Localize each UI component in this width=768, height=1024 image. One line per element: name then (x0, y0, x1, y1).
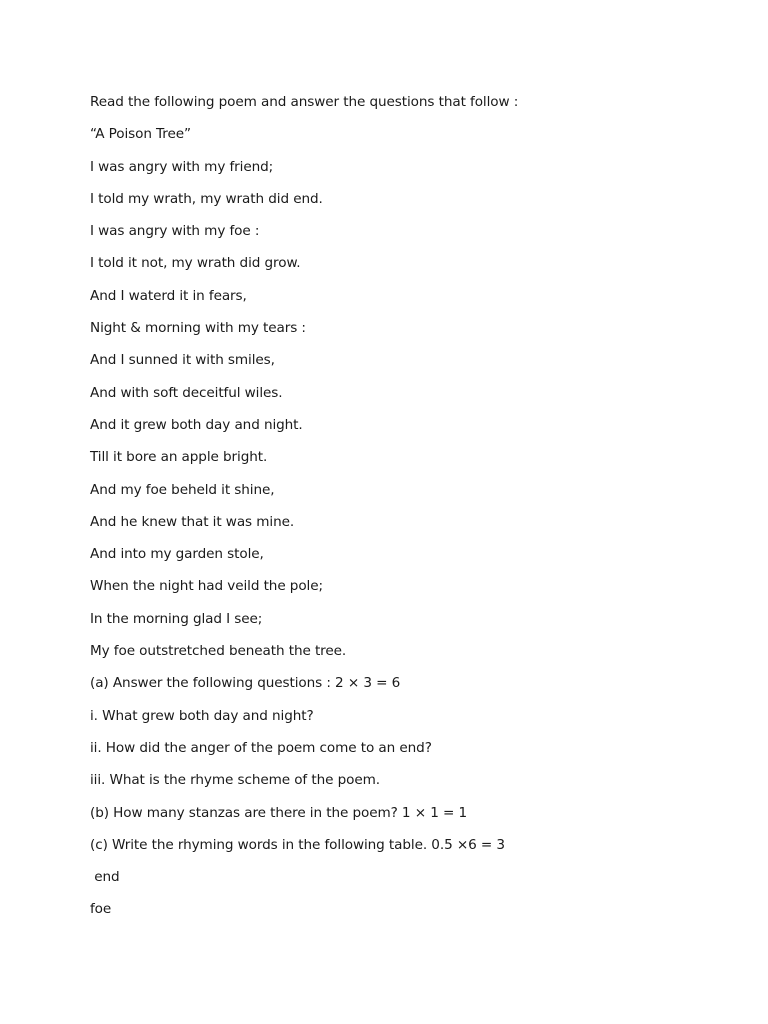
poem-line: When the night had veild the pole; (90, 578, 323, 595)
poem-line: And my foe beheld it shine, (90, 481, 275, 498)
rhyme-table-word: foe (90, 901, 112, 918)
poem-line: And with soft deceitful wiles. (90, 384, 283, 401)
poem-line: In the morning glad I see; (90, 610, 263, 627)
sub-question: ii. How did the anger of the poem come to an end? (90, 739, 432, 756)
question-b: (b) How many stanzas are there in the poem? 1 × 1 = 1 (90, 804, 468, 821)
poem-line: Till it bore an apple bright. (90, 449, 268, 466)
sub-question: i. What grew both day and night? (90, 707, 314, 724)
poem-line: And he knew that it was mine. (90, 513, 295, 530)
question-a: (a) Answer the following questions : 2 × 3 = 6 (90, 675, 401, 692)
document-body (90, 92, 710, 932)
poem-title: “A Poison Tree” (90, 126, 191, 143)
poem-line: And I waterd it in fears, (90, 287, 247, 304)
poem-line: I told my wrath, my wrath did end. (90, 190, 323, 207)
question-c: (c) Write the rhyming words in the following table. 0.5 ×6 = 3 (90, 836, 505, 853)
rhyme-table-word: end (90, 869, 120, 886)
poem-line: I was angry with my friend; (90, 158, 274, 175)
poem-line: I was angry with my foe : (90, 223, 260, 240)
poem-line: I told it not, my wrath did grow. (90, 255, 301, 272)
poem-line: Night & morning with my tears : (90, 320, 306, 337)
poem-line: And I sunned it with smiles, (90, 352, 275, 369)
poem (90, 157, 710, 674)
poem-line: And it grew both day and night. (90, 416, 303, 433)
rhyme-table (90, 867, 710, 932)
poem-line: My foe outstretched beneath the tree. (90, 643, 347, 660)
poem-line: And into my garden stole, (90, 546, 264, 563)
sub-question: iii. What is the rhyme scheme of the poem. (90, 772, 380, 789)
instruction-text: Read the following poem and answer the questions that follow : (90, 94, 519, 110)
